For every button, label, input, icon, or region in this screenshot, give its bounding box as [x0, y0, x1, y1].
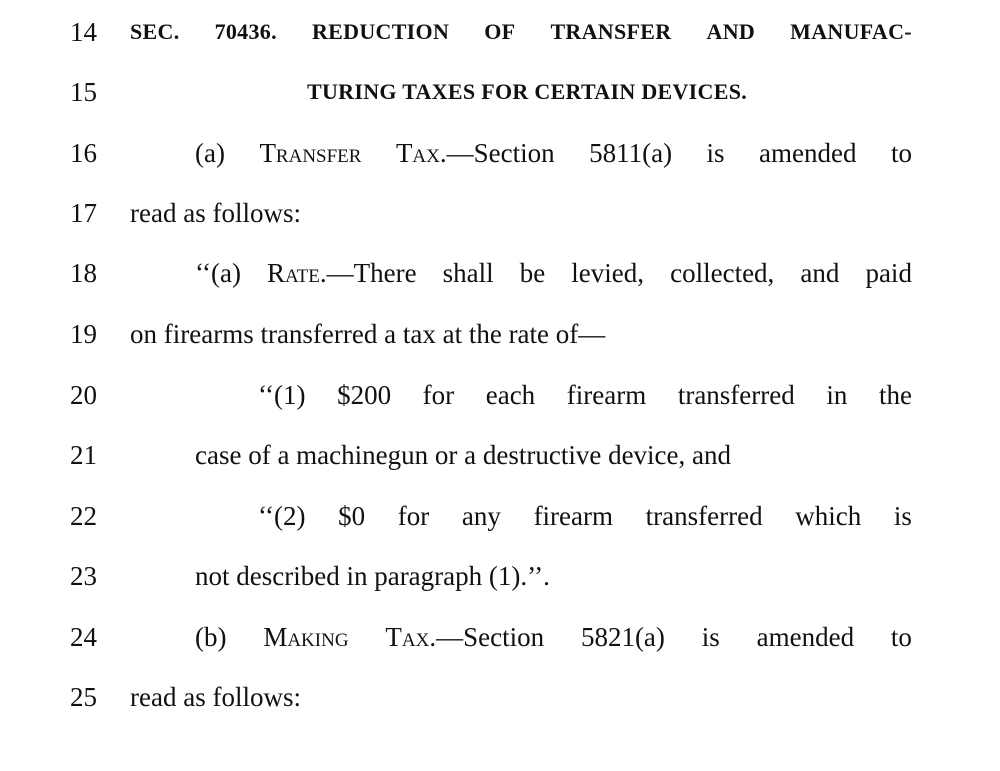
- text-part: —Section: [436, 622, 545, 652]
- text-word: to: [890, 138, 912, 168]
- text-word: [396, 123, 555, 183]
- heading-word: 70436.: [214, 19, 277, 44]
- bill-line-24: [0, 607, 1000, 667]
- text-word: amended: [759, 138, 857, 168]
- paragraph-1: [258, 365, 912, 425]
- text-word: transferred: [645, 501, 763, 531]
- bill-line-16: [0, 123, 1000, 183]
- text-word: for: [422, 380, 455, 410]
- text-part: —Section: [446, 138, 555, 168]
- body-text: not described in paragraph (1).’’.: [195, 561, 550, 591]
- text-word: [385, 607, 544, 667]
- line-number: 15: [70, 77, 97, 107]
- bill-line-14: [0, 2, 1000, 62]
- heading-word: OF: [484, 19, 516, 44]
- line-number: 22: [70, 501, 97, 531]
- text-word: ‘‘(2): [258, 501, 306, 531]
- text-part: —There: [326, 258, 417, 288]
- text-word: is: [706, 138, 725, 168]
- small-caps-part: Tax.: [385, 622, 437, 652]
- line-number: 16: [70, 138, 97, 168]
- small-caps-heading: Transfer: [259, 138, 362, 168]
- small-caps-part: Rate.: [267, 258, 327, 288]
- text-word: the: [878, 380, 912, 410]
- small-caps-part: Tax.: [395, 138, 447, 168]
- body-text: on firearms transferred a tax at the rate of—: [130, 319, 606, 349]
- text-word: is: [701, 622, 720, 652]
- small-caps-heading: Making: [263, 622, 349, 652]
- section-heading: [130, 2, 912, 62]
- text-word: (b): [195, 622, 227, 652]
- line-number: 24: [70, 622, 97, 652]
- bill-line-18: [0, 243, 1000, 303]
- text-word: to: [890, 622, 912, 652]
- bill-line-20: [0, 365, 1000, 425]
- text-word: 5811(a): [589, 138, 673, 168]
- text-word: ‘‘(1): [258, 380, 306, 410]
- text-word: $0: [338, 501, 366, 531]
- body-text: read as follows:: [130, 198, 301, 228]
- text-word: firearm: [533, 501, 614, 531]
- text-word: any: [461, 501, 501, 531]
- heading-word: AND: [706, 19, 756, 44]
- text-word: paid: [865, 258, 912, 288]
- subsection-a-heading: [195, 123, 912, 183]
- text-word: firearm: [566, 380, 647, 410]
- text-word: 5821(a): [580, 622, 665, 652]
- line-number: 21: [70, 440, 97, 470]
- text-word: (a): [195, 138, 225, 168]
- body-text: read as follows:: [130, 682, 301, 712]
- text-word: shall: [442, 258, 494, 288]
- bill-line-25: [0, 667, 1000, 727]
- text-word: which: [795, 501, 862, 531]
- line-number: 17: [70, 198, 97, 228]
- text-word: in: [826, 380, 848, 410]
- text-word: collected,: [670, 258, 775, 288]
- line-number: 14: [70, 17, 97, 47]
- text-word: and: [800, 258, 840, 288]
- text-word: levied,: [571, 258, 645, 288]
- quoted-rate-heading: [195, 243, 912, 303]
- text-word: is: [893, 501, 912, 531]
- text-word: transferred: [677, 380, 795, 410]
- bill-line-21: [0, 425, 1000, 485]
- text-word: $200: [337, 380, 392, 410]
- section-heading-continued: TURING TAXES FOR CERTAIN DEVICES.: [307, 79, 748, 104]
- subsection-b-heading: [195, 607, 912, 667]
- heading-word: SEC.: [130, 19, 180, 44]
- line-number: 25: [70, 682, 97, 712]
- line-number: 20: [70, 380, 97, 410]
- line-number: 18: [70, 258, 97, 288]
- paragraph-2: [258, 486, 912, 546]
- text-word: amended: [756, 622, 855, 652]
- line-number: 23: [70, 561, 97, 591]
- bill-line-19: [0, 304, 1000, 364]
- text-word: ‘‘(a): [195, 258, 241, 288]
- bill-line-15: [0, 62, 1000, 122]
- body-text: case of a machinegun or a destructive device, and: [195, 440, 732, 470]
- heading-word: TRANSFER: [550, 19, 672, 44]
- heading-word: MANUFAC-: [790, 19, 912, 44]
- bill-line-17: [0, 183, 1000, 243]
- heading-word: REDUCTION: [311, 19, 450, 44]
- text-word: for: [397, 501, 430, 531]
- text-word: be: [519, 258, 546, 288]
- bill-line-23: [0, 546, 1000, 606]
- text-word: [267, 243, 417, 303]
- bill-line-22: [0, 486, 1000, 546]
- text-word: each: [485, 380, 536, 410]
- line-number: 19: [70, 319, 97, 349]
